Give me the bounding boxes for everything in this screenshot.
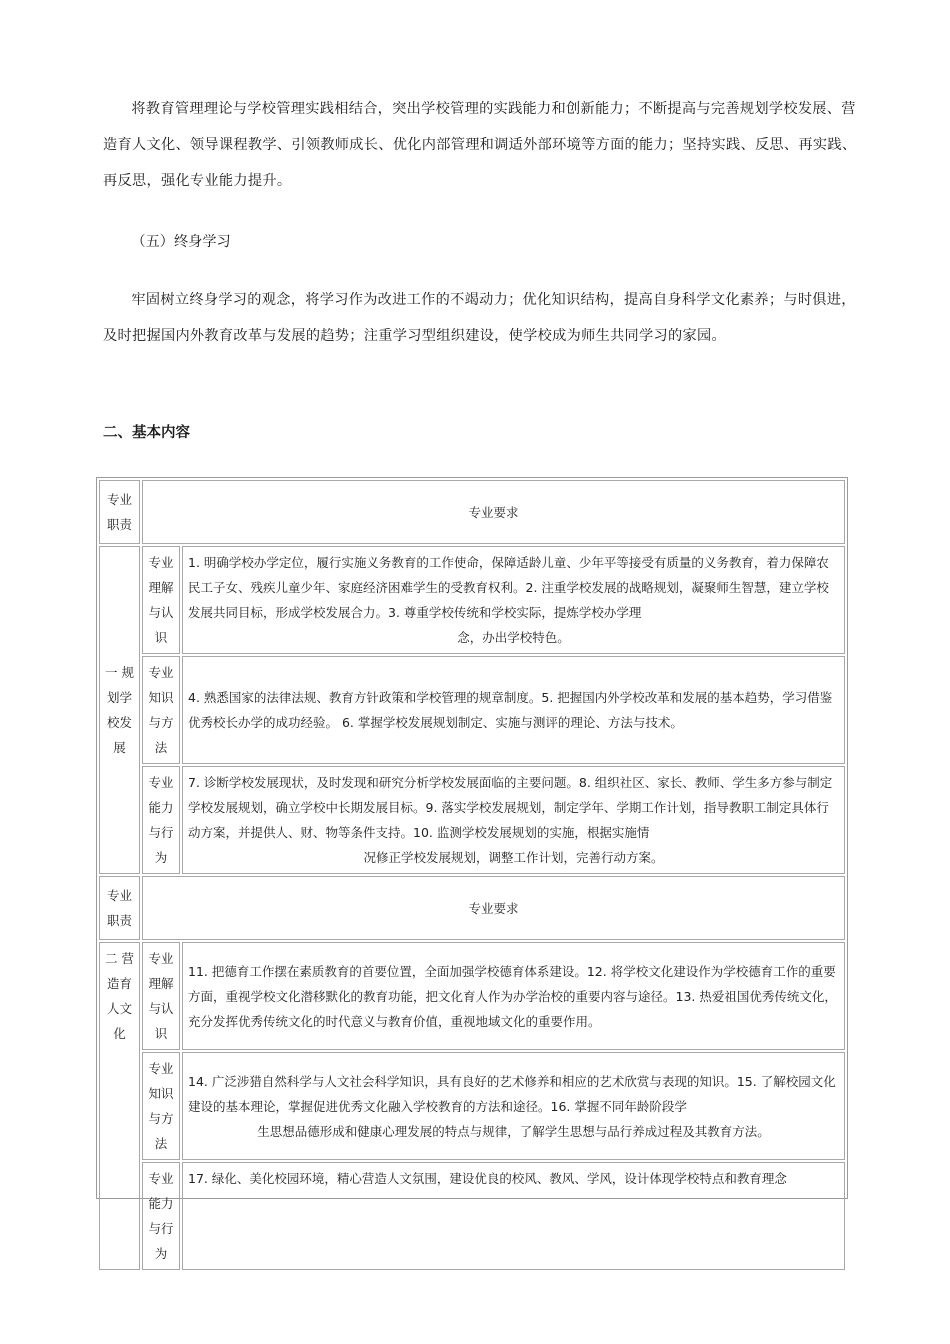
requirement-text: 1. 明确学校办学定位，履行实施义务教育的工作使命，保障适龄儿童、少年平等接受有质量的义务教育，着力保障农民工子女、残疾儿童少年、家庭经济困难学生的受教育权利。2. 注重学校发展的战略规划，凝聚师生智慧，建立学校发展共同目标，形成学校发展合力。3. 尊重学校传统和学校实际，提炼学校办学理 <box>188 555 829 620</box>
table-row <box>99 942 845 1050</box>
table-row <box>99 1052 845 1160</box>
table-header-row <box>99 480 845 544</box>
category-knowledge-method: 专业知识与方法 <box>142 656 180 764</box>
table-row <box>99 766 845 874</box>
section-heading-basic-content: 二、基本内容 <box>103 425 190 441</box>
requirement-cell <box>182 766 845 874</box>
header-responsibility: 专业职责 <box>99 876 140 940</box>
subheading-lifelong-learning: （五）终身学习 <box>131 234 231 250</box>
requirement-cell <box>182 1162 845 1270</box>
requirement-text-tail: 生思想品德形成和健康心理发展的特点与规律，了解学生思想与品行养成过程及其教育方法。 <box>257 1123 770 1139</box>
paragraph-lifelong-learning: 牢固树立终身学习的观念，将学习作为改进工作的不竭动力；优化知识结构，提高自身科学文化素养；与时俱进，及时把握国内外教育改革与发展的趋势；注重学习型组织建设，使学校成为师生共同学习的家园。 <box>103 292 856 344</box>
responsibility-build-culture: 二 营造育人文化 <box>99 942 140 1270</box>
requirement-cell <box>182 1052 845 1160</box>
requirement-text: 14. 广泛涉猎自然科学与人文社会科学知识，具有良好的艺术修养和相应的艺术欣赏与表现的知识。15. 了解校园文化建设的基本理论，掌握促进优秀文化融入学校教育的方法和途径。16. 掌握不同年龄阶段学 <box>188 1073 836 1114</box>
table-header-row <box>99 876 845 940</box>
category-understanding: 专业理解与认识 <box>142 546 180 654</box>
requirement-text: 17. 绿化、美化校园环境，精心营造人文氛围，建设优良的校风、教风、学风，设计体现学校特点和教育理念 <box>188 1171 787 1186</box>
header-responsibility: 专业职责 <box>99 480 140 544</box>
header-requirement: 专业要求 <box>142 480 845 544</box>
requirement-cell <box>182 942 845 1050</box>
requirement-cell <box>182 546 845 654</box>
requirement-text-tail: 念，办出学校特色。 <box>457 630 570 645</box>
requirement-text: 11. 把德育工作摆在素质教育的首要位置，全面加强学校德育体系建设。12. 将学校文化建设作为学校德育工作的重要方面，重视学校文化潜移默化的教育功能，把文化育人作为办学治校的重要内容与途径。13. 热爱祖国优秀传统文化，充分发挥优秀传统文化的时代意义与教育价值，重视地域文化的重要作用。 <box>188 963 837 1029</box>
category-understanding: 专业理解与认识 <box>142 942 180 1050</box>
category-ability-behavior: 专业能力与行为 <box>142 766 180 874</box>
table-row <box>99 1162 845 1270</box>
requirement-text: 4. 熟悉国家的法律法规、教育方针政策和学校管理的规章制度。5. 把握国内外学校改革和发展的基本趋势，学习借鉴优秀校长办学的成功经验。 6. 掌握学校发展规划制定、实施与测评的理论、方法与技术。 <box>188 690 833 730</box>
category-ability-behavior: 专业能力与行为 <box>142 1162 180 1270</box>
requirement-cell <box>182 656 845 764</box>
requirement-text: 7. 诊断学校发展现状，及时发现和研究分析学校发展面临的主要问题。8. 组织社区、家长、教师、学生多方参与制定学校发展规划，确立学校中长期发展目标。9. 落实学校发展规划，制定学年、学期工作计划，指导教职工制定具体行动方案，并提供人、财、物等条件支持。10. 监测学校发展规划的实施，根据实施情 <box>188 775 833 840</box>
requirement-text-tail: 况修正学校发展规划，调整工作计划，完善行动方案。 <box>363 850 664 865</box>
table-row <box>99 656 845 764</box>
table-row <box>99 546 845 654</box>
paragraph-practice-innovation: 将教育管理理论与学校管理实践相结合，突出学校管理的实践能力和创新能力；不断提高与完善规划学校发展、营造育人文化、领导课程教学、引领教师成长、优化内部管理和调适外部环境等方面的能力；坚持实践、反思、再实践、再反思，强化专业能力提升。 <box>103 101 857 189</box>
category-knowledge-method: 专业知识与方法 <box>142 1052 180 1160</box>
standards-table <box>96 477 848 1261</box>
header-requirement: 专业要求 <box>142 876 845 940</box>
responsibility-plan-development: 一 规划学校发展 <box>99 546 140 874</box>
